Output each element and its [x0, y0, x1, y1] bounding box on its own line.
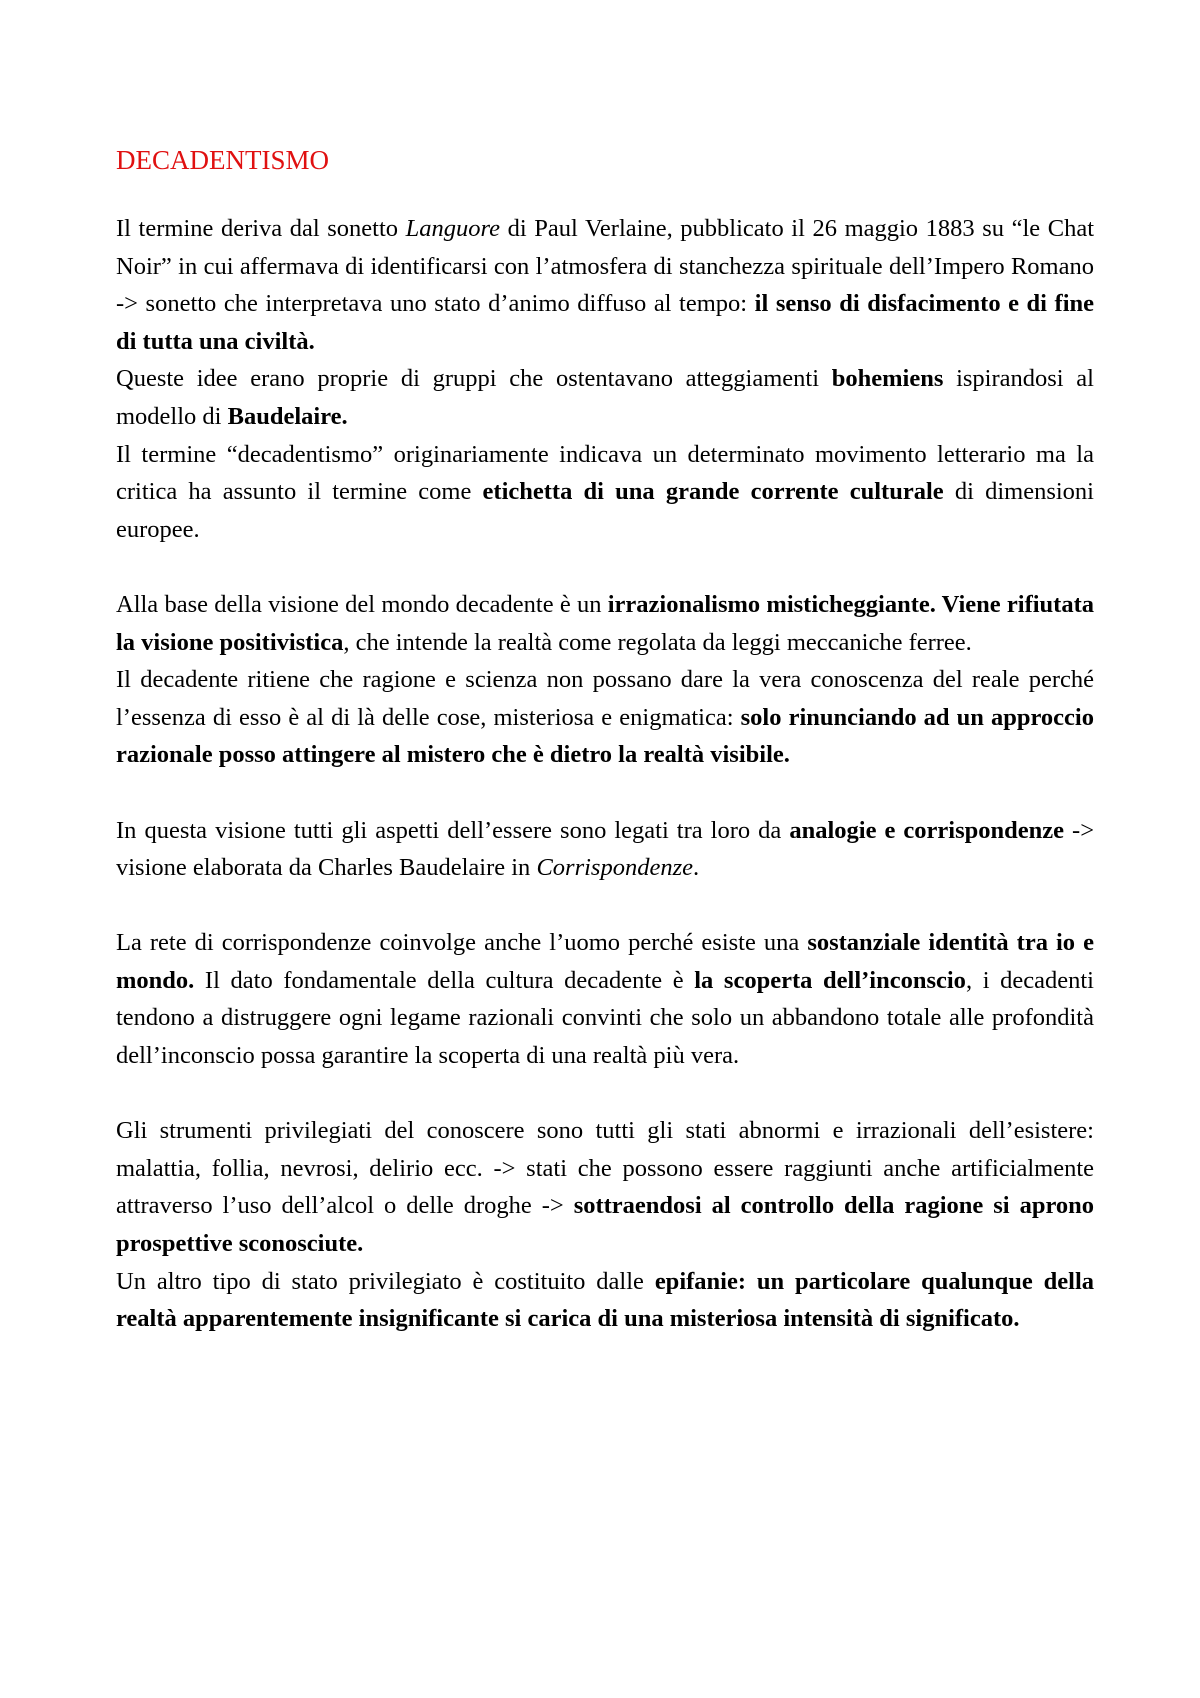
text-run: La rete di corrispondenze coinvolge anche l’uomo perché esiste una — [116, 929, 808, 957]
italic-text: Corrispondenze — [536, 854, 693, 882]
bold-text: bohemiens — [831, 365, 944, 393]
text-run: Alla base della visione del mondo decadente è un — [116, 590, 608, 618]
text-run: Il termine deriva dal sonetto — [116, 215, 406, 242]
text-run: Gli strumenti privilegiati del conoscere sono tutti gli stati abnormi e irrazionali dell’esistere: malattia, follia, nevrosi, delirio ecc. -> stati che possono essere raggiunti anche artificialmente attraverso l’uso dell’alcol o delle droghe -> — [116, 1117, 1094, 1220]
text-run: Il decadente ritiene che ragione e scienza non possano dare la vera conoscenza del reale perché l’essenza di esso è al di là delle cose, misteriosa e enigmatica: — [116, 666, 1094, 731]
paragraph-spacer — [116, 1075, 1094, 1113]
bold-text: etichetta di una grande corrente culturale — [482, 478, 944, 506]
paragraph-spacer — [116, 887, 1094, 925]
document-page — [116, 140, 1094, 1338]
text-run: , che intende la realtà come regolata da leggi meccaniche ferree. — [343, 628, 972, 656]
bold-text: analogie e corrispondenze — [789, 816, 1064, 844]
paragraph — [116, 360, 1094, 435]
bold-text: sottraendosi al controllo della ragione si aprono prospettive sconosciute. — [116, 1192, 1094, 1258]
bold-text: epifanie: un particolare qualunque della realtà apparentemente insignificante si carica di una misteriosa intensità di significato. — [116, 1267, 1095, 1333]
bold-text: la scoperta dell’inconscio — [694, 966, 966, 994]
text-run: In questa visione tutti gli aspetti dell’essere sono legati tra loro da — [116, 816, 790, 844]
text-run: Il termine “decadentismo” originariamente indicava un determinato movimento letterario ma la critica ha assunto il termine come — [116, 440, 1094, 506]
document-title: DECADENTISMO — [116, 145, 329, 175]
text-run: -> visione elaborata da Charles Baudelaire in — [116, 816, 1095, 882]
italic-text: Languore — [405, 215, 501, 242]
text-run: , i decadenti tendono a distruggere ogni legame razionali convinti che solo un abbandono totale alle profondità dell’inconscio possa garantire la scoperta di una realtà più vera. — [116, 966, 1094, 1070]
paragraph — [116, 210, 1094, 360]
paragraph — [116, 1263, 1094, 1338]
paragraph — [116, 924, 1094, 1074]
bold-text: il senso di disfacimento e di fine di tutta una civiltà. — [116, 290, 1095, 355]
paragraph — [116, 586, 1094, 661]
paragraph — [116, 661, 1094, 774]
bold-text: solo rinunciando ad un approccio razionale posso attingere al mistero che è dietro la realtà visibile. — [116, 703, 1094, 769]
paragraph — [116, 1112, 1094, 1262]
text-run: di dimensioni europee. — [116, 478, 1094, 543]
text-run: Un altro tipo di stato privilegiato è costituito dalle — [116, 1267, 655, 1295]
paragraph — [116, 436, 1094, 549]
text-run: ispirandosi al modello di — [116, 365, 1094, 430]
text-run: Queste idee erano proprie di gruppi che ostentavano atteggiamenti — [116, 365, 832, 393]
text-run: di Paul Verlaine, pubblicato il 26 maggio 1883 su “le Chat Noir” in cui affermava di identificarsi con l’atmosfera di stanchezza spirituale dell’Impero Romano -> sonetto che interpretava uno stato d’animo diffuso al tempo: — [116, 215, 1094, 318]
bold-text: irrazionalismo misticheggiante. Viene rifiutata la visione positivistica — [116, 590, 1094, 656]
document-body — [116, 210, 1094, 1338]
text-run: . — [692, 854, 700, 882]
paragraph-spacer — [116, 774, 1094, 812]
paragraph — [116, 812, 1094, 887]
bold-text: Baudelaire. — [227, 402, 348, 430]
bold-text: sostanziale identità tra io e mondo. — [116, 929, 1094, 994]
text-run: Il dato fondamentale della cultura decadente è — [194, 966, 695, 994]
paragraph-spacer — [116, 548, 1094, 586]
